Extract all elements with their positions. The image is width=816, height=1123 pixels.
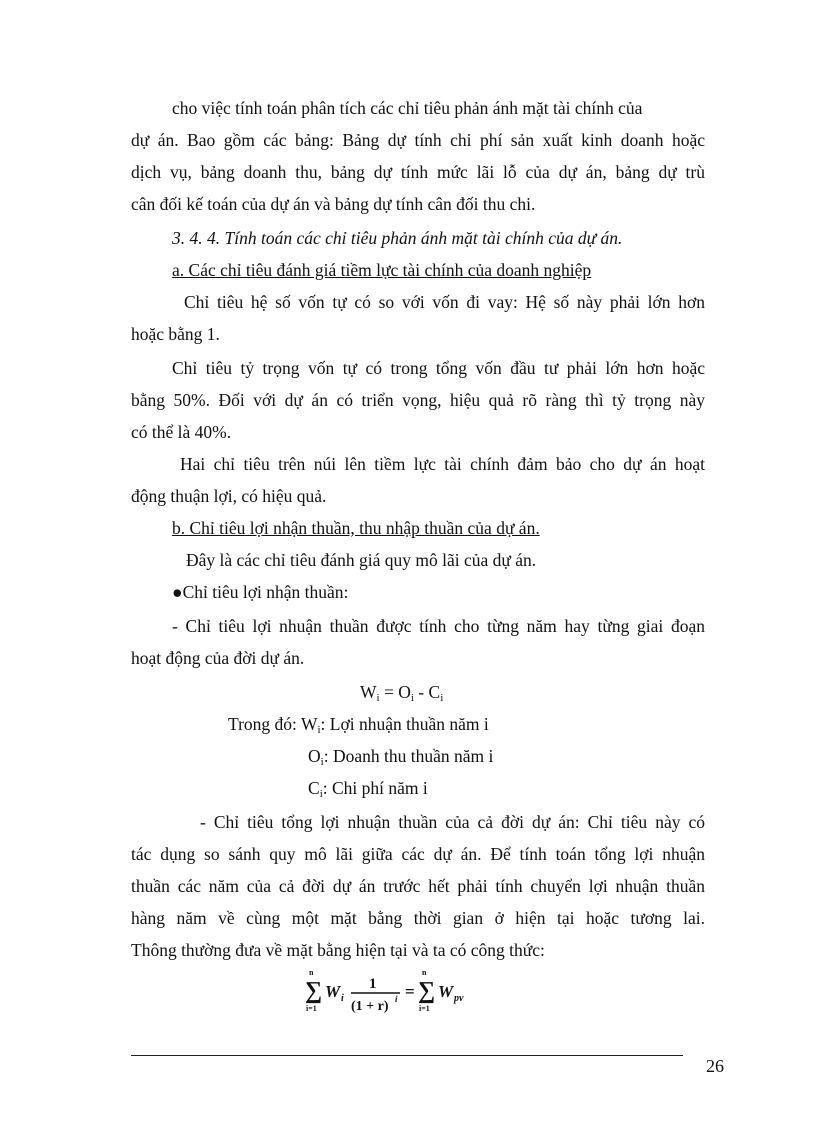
text-line: bằng 50%. Đối với dự án có triển vọng, hiệu quả rõ ràng thì tỷ trọng này — [131, 390, 705, 410]
text-line: Đây là các chỉ tiêu đánh giá quy mô lãi của dự án. — [186, 550, 537, 570]
text-line: thuần các năm của cả đời dự án trước hết phải tính chuyển lợi nhuận thuần — [131, 876, 705, 896]
text-line: Thông thường đưa về mặt bằng hiện tại và ta có công thức: — [131, 940, 545, 960]
section-heading-3-4-4: 3. 4. 4. Tính toán các chỉ tiêu phản ánh mặt tài chính của dự án. — [172, 228, 623, 248]
text-line: Chỉ tiêu hệ số vốn tự có so với vốn đi vay: Hệ số này phải lớn hơn — [184, 292, 705, 312]
text-line: hàng năm về cùng một mặt bằng thời gian ở hiện tại hoặc tương lai. — [131, 908, 705, 928]
page-number: 26 — [706, 1056, 724, 1076]
fraction-denominator: (1 + r) — [351, 999, 389, 1014]
w-subscript: pv — [454, 993, 464, 1004]
text-line: cho việc tính toán phân tích các chỉ tiêu phản ánh mặt tài chính của — [172, 98, 643, 118]
text-line: hoạt động của đời dự án. — [131, 648, 305, 668]
bullet-item: ●Chỉ tiêu lợi nhận thuần: — [172, 582, 349, 602]
sum-lower-limit: i=1 — [306, 1004, 317, 1013]
text-line: hoặc bằng 1. — [131, 324, 220, 344]
sum-upper-limit: n — [309, 968, 314, 977]
text-line: cân đối kế toán của dự án và bảng dự tính cân đối thu chi. — [131, 194, 536, 214]
text-line: - Chỉ tiêu lợi nhuận thuần được tính cho từng năm hay từng giai đoạn — [172, 616, 705, 636]
text-line: Chỉ tiêu tỷ trọng vốn tự có trong tổng vốn đầu tư phải lớn hơn hoặc — [172, 358, 705, 378]
formula-net-profit: $W_i = O_i - C_i$ — [360, 682, 444, 704]
w-symbol: W — [438, 982, 454, 1001]
text-line: tác dụng so sánh quy mô lãi giữa các dự án. Để tính toán tổng lợi nhuận — [131, 844, 705, 864]
denominator-exponent: i — [395, 994, 398, 1004]
formula-present-value — [305, 967, 485, 1017]
text-line: có thể là 40%. — [131, 422, 232, 442]
definition-c: $C_i$: Chi phí năm i — [308, 778, 428, 800]
equals-sign: = — [405, 982, 415, 1001]
text-line: động thuận lợi, có hiệu quả. — [131, 486, 327, 506]
fraction-numerator: 1 — [369, 976, 377, 992]
sigma-symbol: ∑ — [418, 978, 436, 1004]
text-line: dự án. Bao gồm các bảng: Bảng dự tính chi phí sản xuất kinh doanh hoặc — [131, 130, 705, 150]
w-symbol: W — [325, 982, 341, 1001]
subheading-a: a. Các chỉ tiêu đánh giá tiềm lực tài chính của doanh nghiệp — [172, 260, 592, 280]
subheading-b: b. Chỉ tiêu lợi nhận thuần, thu nhập thuần của dự án. — [172, 518, 540, 538]
sum-lower-limit: i=1 — [419, 1004, 430, 1013]
sigma-symbol: ∑ — [305, 978, 323, 1004]
definition-w: Trong đó: $W_i$: Lợi nhuận thuần năm i — [228, 714, 489, 736]
sum-upper-limit: n — [422, 968, 427, 977]
text-line: Hai chỉ tiêu trên núi lên tiềm lực tài chính đảm bảo cho dự án hoạt — [180, 454, 705, 474]
definition-o: $O_i$: Doanh thu thuần năm i — [308, 746, 494, 768]
w-subscript: i — [341, 993, 344, 1004]
text-line: - Chỉ tiêu tổng lợi nhuận thuần của cả đời dự án: Chỉ tiêu này có — [200, 812, 705, 832]
text-line: dịch vụ, bảng doanh thu, bảng dự tính mức lãi lỗ của dự án, bảng dự trù — [131, 162, 705, 182]
footer-divider — [131, 1055, 683, 1056]
